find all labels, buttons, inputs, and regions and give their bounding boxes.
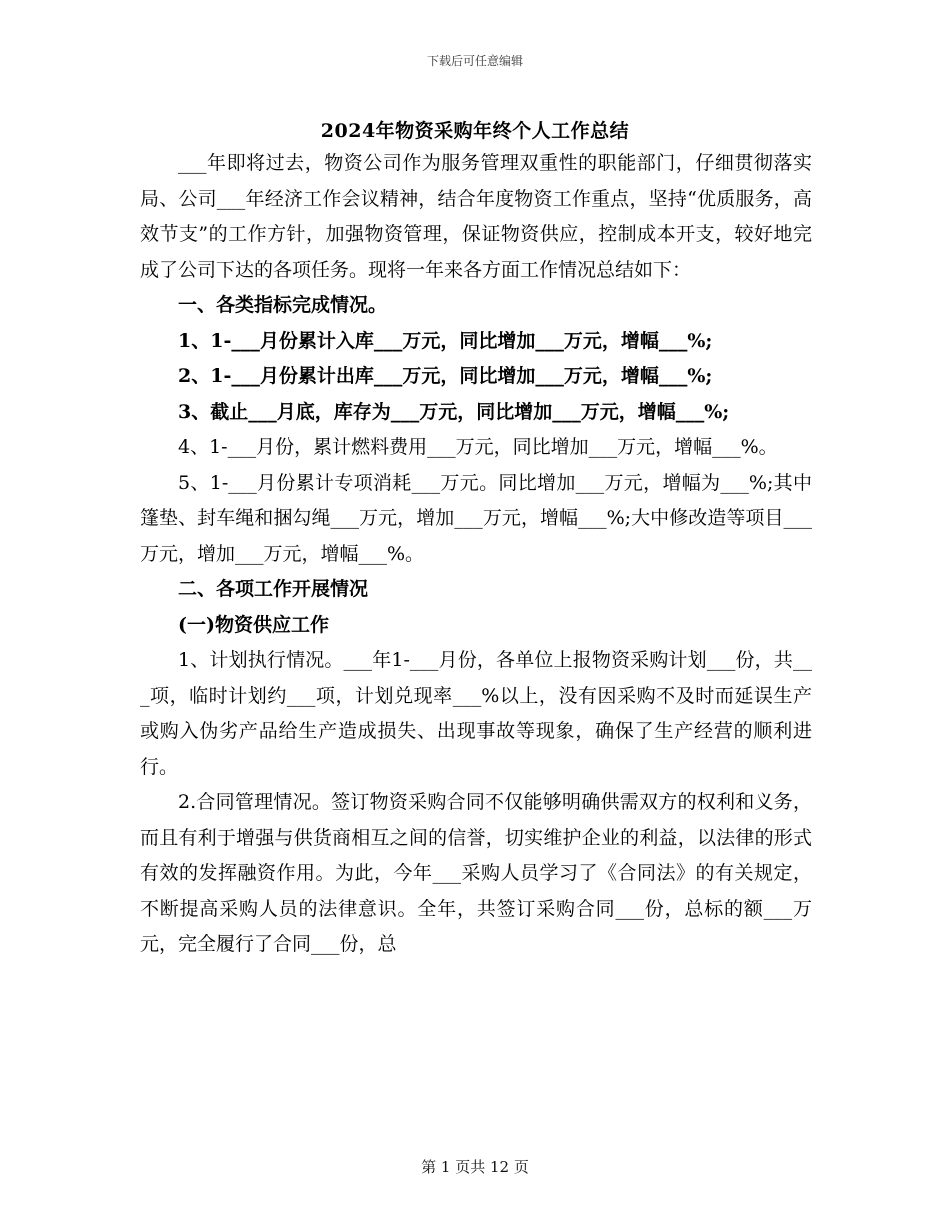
- section-heading-indicators: 一、各类指标完成情况。: [178, 294, 388, 316]
- plan-execution-paragraph: 1、计划执行情况。___年1-___月份，各单位上报物资采购计划___份，共___项，临时计划约___项，计划兑现率___%以上，没有因采购不及时而延误生产或购入伪劣产品给生产造成损失、出现事故等现象，确保了生产经营的顺利进行。: [140, 649, 812, 778]
- indicator-item-1: 1、1-___月份累计入库___万元，同比增加___万元，增幅___%;: [178, 329, 713, 352]
- indicator-item-5: 5、1-___月份累计专项消耗___万元。同比增加___万元，增幅为___%;其中篷垫、封车绳和捆勾绳___万元，增加___万元，增幅___%;大中修改造等项目___万元，增加___万元，增幅___%。: [140, 471, 812, 565]
- subsection-heading-supply: (一)物资供应工作: [178, 613, 329, 636]
- indicator-item-2: 2、1-___月份累计出库___万元，同比增加___万元，增幅___%;: [178, 365, 713, 387]
- intro-paragraph: ___年即将过去，物资公司作为服务管理双重性的职能部门，仔细贯彻落实局、公司___年经济工作会议精神，结合年度物资工作重点，坚持“优质服务，高效节支”的工作方针，加强物资管理，保证物资供应，控制成本开支，较好地完成了公司下达的各项任务。现将一年来各方面工作情况总结如下：: [140, 152, 812, 281]
- section-heading-work: 二、各项工作开展情况: [178, 578, 369, 600]
- indicator-item-3: 3、截止___月底，库存为___万元，同比增加___万元，增幅___%;: [178, 400, 730, 423]
- header-note: 下载后可任意编辑: [426, 54, 523, 68]
- contract-management-paragraph: 2.合同管理情况。签订物资采购合同不仅能够明确供需双方的权利和义务，而且有利于增强与供货商相互之间的信誉，切实维护企业的利益，以法律的形式有效的发挥融资作用。为此，今年___采购人员学习了《合同法》的有关规定，不断提高采购人员的法律意识。全年，共签订采购合同___份，总标的额___万元，完全履行了合同___份，总: [140, 791, 812, 955]
- document-body: [140, 146, 812, 963]
- page-number-footer: 第 1 页共 12 页: [421, 1158, 529, 1176]
- document-title: 2024年物资采购年终个人工作总结: [320, 120, 630, 142]
- indicator-item-4: 4、1-___月份，累计燃料费用___万元，同比增加___万元，增幅___%。: [178, 436, 778, 458]
